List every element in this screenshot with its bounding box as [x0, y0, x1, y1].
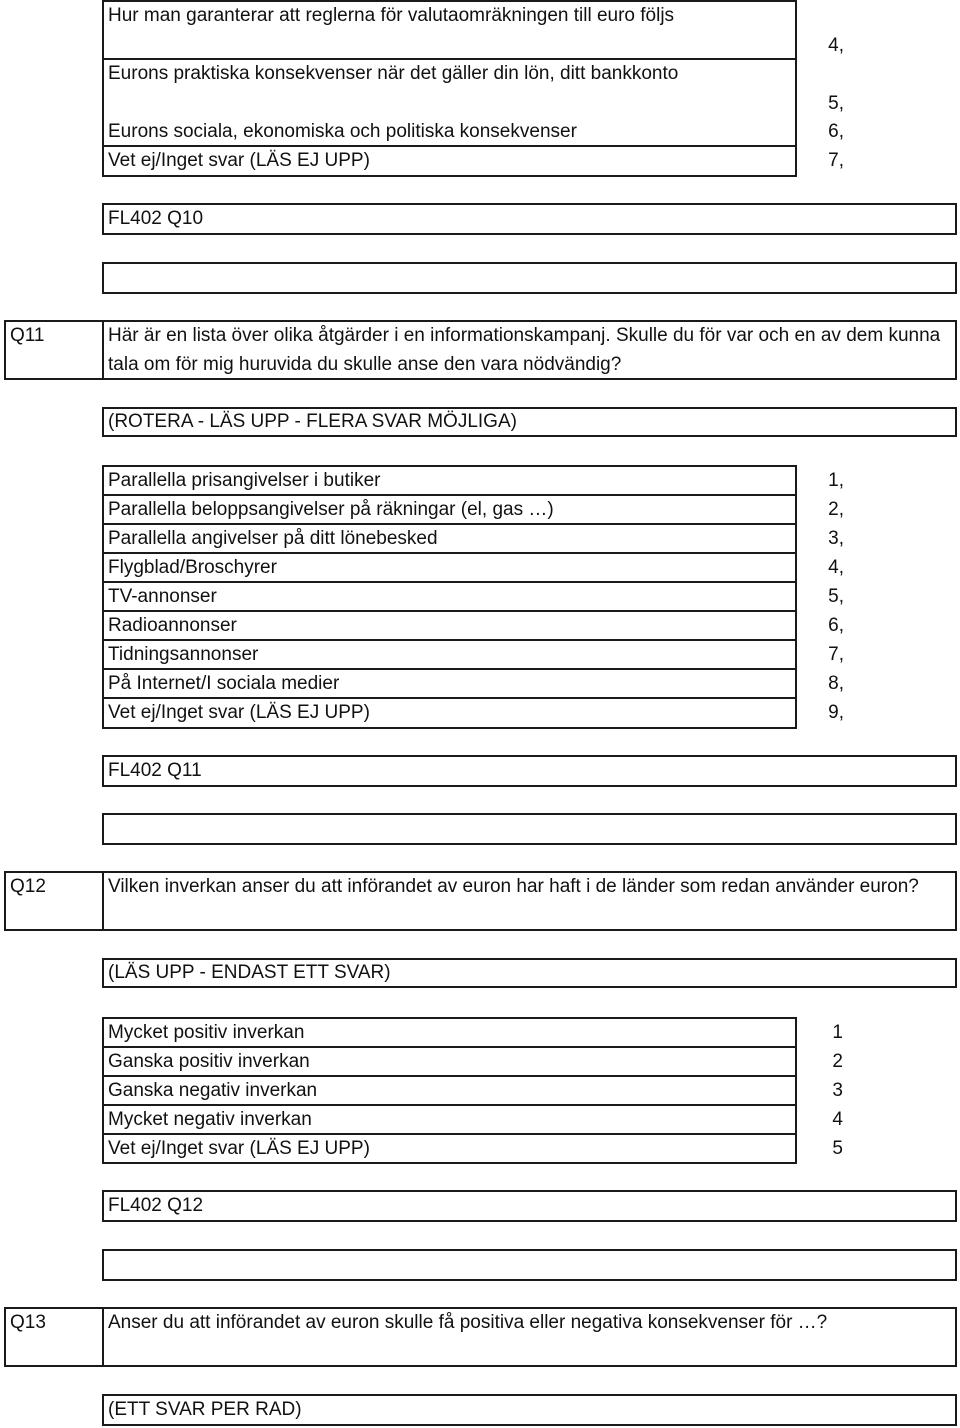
fl402-q12-label: FL402 Q12	[108, 1195, 204, 1216]
q12-option-code: 2	[832, 1051, 843, 1072]
q12-option-code: 4	[832, 1109, 843, 1130]
q12-option-label: Vet ej/Inget svar (LÄS EJ UPP)	[108, 1138, 370, 1159]
q11-option-code: 3,	[828, 528, 844, 549]
q11-question-text: Här är en lista över olika åtgärder i en informationskampanj. Skulle du för var och en av dem kunna tala om för mig huruvida du skulle anse den vara nödvändig?	[108, 325, 941, 375]
q12-question-divider	[102, 871, 104, 931]
q11-option-label: På Internet/I sociala medier	[108, 673, 340, 694]
q11-id: Q11	[10, 325, 45, 346]
q12-option-label: Ganska positiv inverkan	[108, 1051, 310, 1072]
fl402-q11-answer-field[interactable]	[102, 813, 957, 845]
q11-option-label: Vet ej/Inget svar (LÄS EJ UPP)	[108, 702, 370, 723]
q11-option-code: 8,	[828, 673, 844, 694]
q12-option-code: 5	[832, 1138, 843, 1159]
q13-id: Q13	[10, 1312, 46, 1333]
fl402-q11-label: FL402 Q11	[108, 760, 202, 781]
q12-option-code: 1	[832, 1022, 843, 1043]
top-item-3-label: Eurons sociala, ekonomiska och politiska konsekvenser	[108, 121, 577, 142]
q11-option-label: Radioannonser	[108, 615, 237, 636]
q12-option-code: 3	[832, 1080, 843, 1101]
q11-instruction: (ROTERA - LÄS UPP - FLERA SVAR MÖJLIGA)	[108, 411, 517, 432]
q11-question-divider	[102, 320, 104, 380]
q11-option-code: 2,	[828, 499, 844, 520]
q11-option-label: Parallella angivelser på ditt lönebesked	[108, 528, 438, 549]
fl402-q10-header	[102, 203, 957, 235]
q13-question-divider	[102, 1307, 104, 1367]
q11-option-label: Flygblad/Broschyrer	[108, 557, 277, 578]
q11-option-code: 9,	[828, 702, 844, 723]
fl402-q10-label: FL402 Q10	[108, 208, 204, 229]
q11-option-label: Parallella prisangivelser i butiker	[108, 470, 381, 491]
fl402-q10-answer-field[interactable]	[102, 262, 957, 294]
top-item-2-code: 5,	[828, 93, 844, 114]
top-item-2-label: Eurons praktiska konsekvenser när det gäller din lön, ditt bankkonto	[108, 63, 679, 84]
q12-question-text: Vilken inverkan anser du att införandet av euron har haft i de länder som redan använder euron?	[108, 876, 919, 897]
q11-option-label: TV-annonser	[108, 586, 217, 607]
q13-question-text: Anser du att införandet av euron skulle få positiva eller negativa konsekvenser för …?	[108, 1312, 828, 1333]
q12-option-label: Mycket positiv inverkan	[108, 1022, 305, 1043]
q12-instruction: (LÄS UPP - ENDAST ETT SVAR)	[108, 962, 391, 983]
q11-option-code: 1,	[828, 470, 844, 491]
q12-id: Q12	[10, 876, 46, 897]
q11-option-code: 4,	[828, 557, 844, 578]
q12-option-label: Ganska negativ inverkan	[108, 1080, 318, 1101]
fl402-q12-header	[102, 1190, 957, 1222]
top-item-1-code: 4,	[828, 35, 844, 56]
fl402-q11-header	[102, 755, 957, 787]
q11-option-code: 5,	[828, 586, 844, 607]
q11-option-label: Tidningsannonser	[108, 644, 259, 665]
q12-option-label: Mycket negativ inverkan	[108, 1109, 312, 1130]
top-item-3-code: 6,	[828, 121, 844, 142]
q13-instruction: (ETT SVAR PER RAD)	[108, 1399, 302, 1420]
q11-option-label: Parallella beloppsangivelser på räkningar (el, gas …)	[108, 499, 554, 520]
q11-option-code: 7,	[828, 644, 844, 665]
top-item-4-code: 7,	[828, 150, 844, 171]
top-item-1-label: Hur man garanterar att reglerna för valutaomräkningen till euro följs	[108, 5, 675, 26]
top-item-4-label: Vet ej/Inget svar (LÄS EJ UPP)	[108, 150, 370, 171]
fl402-q12-answer-field[interactable]	[102, 1249, 957, 1281]
q11-option-code: 6,	[828, 615, 844, 636]
